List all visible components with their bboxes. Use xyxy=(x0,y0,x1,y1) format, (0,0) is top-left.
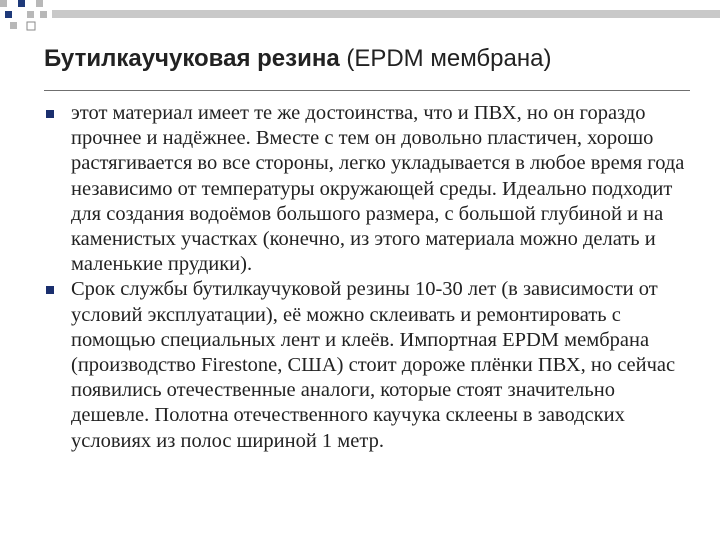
bullet-item xyxy=(46,277,686,453)
deco-square xyxy=(36,0,43,7)
bullet-text: этот материал имеет те же достоинства, что и ПВХ, но он гораздо прочнее и надёжнее. Вместе с тем он довольно пластичен, хорошо растягивается во все стороны, легко укладывается в любое время года независимо от температуры окружающей среды. Идеально подходит для создания водоёмов большого размера, с большой глубиной и на каменистых участках (конечно, из этого материала можно делать и маленькие прудики). xyxy=(71,102,685,276)
slide-title-rest: (EPDM мембрана) xyxy=(339,45,552,72)
deco-square xyxy=(5,11,12,18)
slide-title xyxy=(44,44,704,74)
slide-title-bold: Бутилкаучуковая резина xyxy=(44,45,340,72)
header-bar xyxy=(52,10,720,18)
title-divider xyxy=(44,90,690,91)
square-bullet-icon xyxy=(46,286,54,294)
bullet-list xyxy=(46,101,686,454)
bullet-item xyxy=(46,101,686,277)
deco-square xyxy=(18,0,25,7)
header-decoration xyxy=(0,0,720,40)
deco-square xyxy=(27,22,35,30)
deco-square xyxy=(10,22,17,29)
square-bullet-icon xyxy=(46,110,54,118)
deco-square xyxy=(40,11,47,18)
bullet-text: Срок службы бутилкаучуковой резины 10-30 лет (в зависимости от условий эксплуатации), её можно склеивать и ремонтировать с помощью специальных лент и клеёв. Импортная EPDM мембрана (производство Firestone, США) стоит дороже плёнки ПВХ, но сейчас появились отечественные аналоги, которые стоят значительно дешевле. Полотна отечественного каучука склеены в заводских условиях из полос шириной 1 метр. xyxy=(71,278,676,452)
deco-square xyxy=(0,0,7,7)
deco-square xyxy=(27,11,34,18)
